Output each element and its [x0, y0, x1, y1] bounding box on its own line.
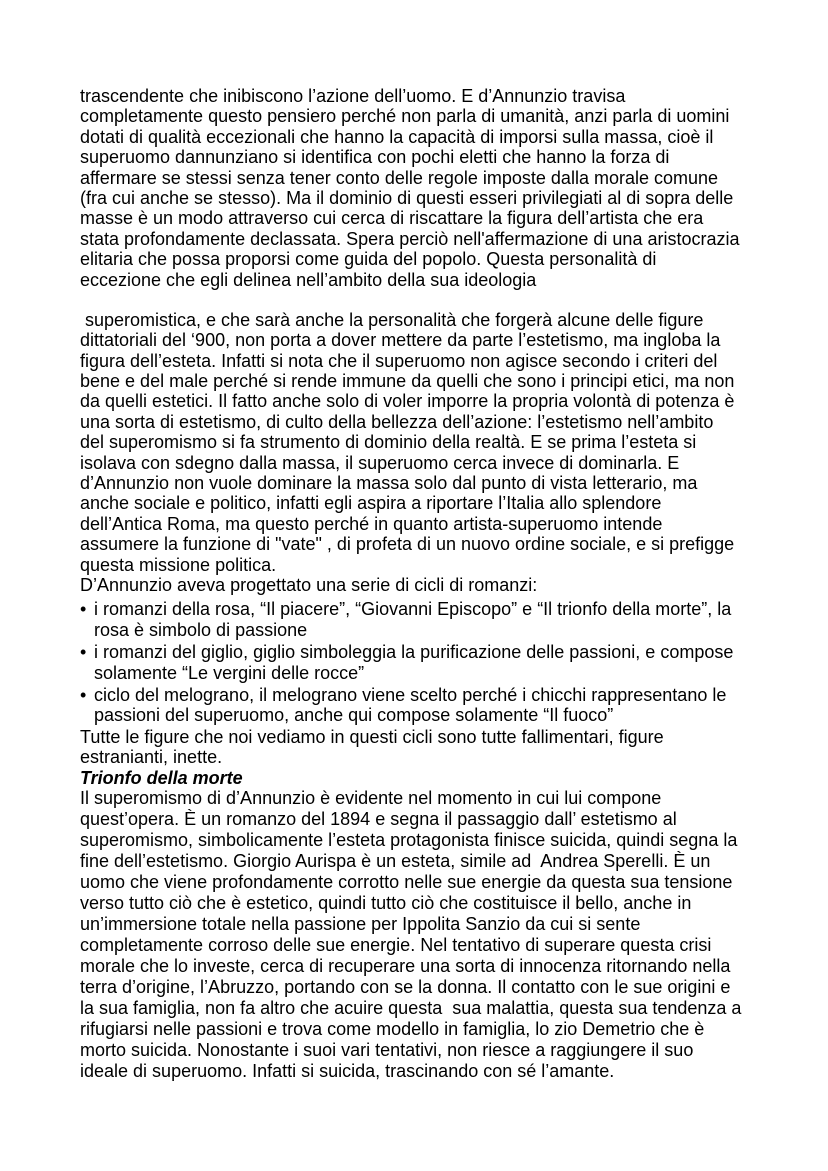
section-heading: Trionfo della morte: [80, 767, 243, 788]
text-line: stata profondamente declassata. Spera perciò nell'affermazione di una aristocrazia: [80, 228, 740, 249]
text-line: uomo che viene profondamente corrotto nelle sue energie da questa sua tensione: [80, 871, 733, 892]
text-line: figura dell’esteta. Infatti si nota che il superuomo non agisce secondo i criteri del: [80, 350, 718, 371]
text-line: (fra cui anche se stesso). Ma il dominio di questi esseri privilegiati al di sopra delle: [80, 187, 734, 208]
bullet-icon: •: [80, 599, 87, 620]
text-line: questa missione politica.: [80, 554, 277, 575]
novel-cycles-list: [80, 599, 828, 725]
text-line: i romanzi del giglio, giglio simboleggia la purificazione delle passioni, e compose: [94, 642, 734, 663]
text-line: solamente “Le vergini delle rocce”: [94, 662, 365, 683]
text-line: rifugiarsi nelle passioni e trova come modello in famiglia, lo zio Demetrio che è: [80, 1018, 705, 1039]
text-line: assumere la funzione di "vate" , di profeta di un nuovo ordine sociale, e si prefigge: [80, 534, 735, 555]
text-line: una sorta di estetismo, di culto della bellezza dell’azione: l’estetismo nell’ambito: [80, 411, 714, 432]
paragraph-cycles-conclusion: [80, 727, 828, 768]
text-line: morale che lo investe, cerca di recuperare una sorta di innocenza ritornando nella: [80, 955, 731, 976]
text-line: eccezione che egli delinea nell’ambito della sua ideologia: [80, 269, 537, 290]
text-line: affermare se stessi senza tener conto delle regole imposte dalla morale comune: [80, 167, 719, 188]
text-line: morto suicida. Nonostante i suoi vari tentativi, non riesce a raggiungere il suo: [80, 1039, 694, 1060]
text-line: un’immersione totale nella passione per Ippolita Sanzio da cui si sente: [80, 913, 641, 934]
list-item-text: [94, 685, 726, 726]
text-line: i romanzi della rosa, “Il piacere”, “Giovanni Episcopo” e “Il trionfo della morte”, la: [94, 599, 732, 620]
text-line: ideale di superuomo. Infatti si suicida, trascinando con sé l’amante.: [80, 1060, 615, 1081]
text-line: del superomismo si fa strumento di dominio della realtà. E se prima l’esteta si: [80, 432, 697, 453]
text-line: verso tutto ciò che è estetico, quindi tutto ciò che costituisce il bello, anche in: [80, 892, 692, 913]
text-line: fine dell’estetismo. Giorgio Aurispa è un esteta, simile ad Andrea Sperelli. È un: [80, 850, 711, 871]
text-line: superuomo dannunziano si identifica con pochi eletti che hanno la forza di: [80, 147, 670, 168]
paragraph-superuomo-intro: [80, 86, 828, 290]
text-line: d’Annunzio non vuole dominare la massa solo dal punto di vista letterario, ma: [80, 473, 698, 494]
text-line: superomistica, e che sarà anche la personalità che forgerà alcune delle figure: [80, 309, 704, 330]
text-line: Tutte le figure che noi vediamo in questi cicli sono tutte fallimentari, figure: [80, 726, 664, 747]
bullet-icon: •: [80, 642, 87, 663]
bullet-icon: •: [80, 684, 87, 705]
text-line: completamente corroso delle sue energie. Nel tentativo di superare questa crisi: [80, 934, 712, 955]
text-line: dittatoriali del ‘900, non porta a dover mettere da parte l’estetismo, ma ingloba la: [80, 330, 721, 351]
list-item-melograno: [80, 685, 828, 726]
text-line: masse è un modo attraverso cui cerca di riscattare la figura dell’artista che era: [80, 208, 704, 229]
list-item-giglio: [80, 642, 828, 683]
text-line: la sua famiglia, non fa altro che acuire questa sua malattia, questa sua tendenza a: [80, 997, 742, 1018]
text-line: ciclo del melograno, il melograno viene scelto perché i chicchi rappresentano le: [94, 684, 727, 705]
cycles-intro: D’Annunzio aveva progettato una serie di cicli di romanzi:: [80, 574, 538, 595]
text-line: rosa è simbolo di passione: [94, 619, 308, 640]
text-line: quest’opera. È un romanzo del 1894 e segna il passaggio dall’ estetismo al: [80, 808, 677, 829]
text-line: bene e del male perché si rende immune da quelli che sono i principi etici, ma non: [80, 371, 735, 392]
text-line: terra d’origine, l’Abruzzo, portando con se la donna. Il contatto con le sue origini e: [80, 976, 731, 997]
text-line: estranianti, inette.: [80, 747, 223, 768]
list-item-text: [94, 642, 733, 683]
text-line: trascendente che inibiscono l’azione dell’uomo. E d’Annunzio travisa: [80, 86, 626, 106]
list-item-rosa: [80, 599, 828, 640]
text-line: superomismo, simbolicamente l’esteta protagonista finisce suicida, quindi segna la: [80, 829, 738, 850]
text-line: completamente questo pensiero perché non parla di umanità, anzi parla di uomini: [80, 106, 730, 127]
paragraph-trionfo-della-morte: [80, 788, 828, 1082]
text-line: elitaria che possa proporsi come guida del popolo. Questa personalità di: [80, 249, 657, 270]
paragraph-superomismo-estetismo: [80, 310, 828, 595]
list-item-text: [94, 599, 731, 640]
text-line: da quelli estetici. Il fatto anche solo di voler imporre la propria volontà di potenza è: [80, 391, 735, 412]
text-line: Il superomismo di d’Annunzio è evidente nel momento in cui lui compone: [80, 787, 662, 808]
text-line: dotati di qualità eccezionali che hanno la capacità di imporsi sulla massa, cioè il: [80, 126, 714, 147]
text-line: anche sociale e politico, infatti egli aspira a riportare l’Italia allo splendore: [80, 493, 662, 514]
text-line: isolava con sdegno dalla massa, il superuomo cerca invece di dominarla. E: [80, 452, 680, 473]
text-line: dell’Antica Roma, ma questo perché in quanto artista-superuomo intende: [80, 513, 663, 534]
text-line: passioni del superuomo, anche qui compose solamente “Il fuoco”: [94, 705, 614, 726]
